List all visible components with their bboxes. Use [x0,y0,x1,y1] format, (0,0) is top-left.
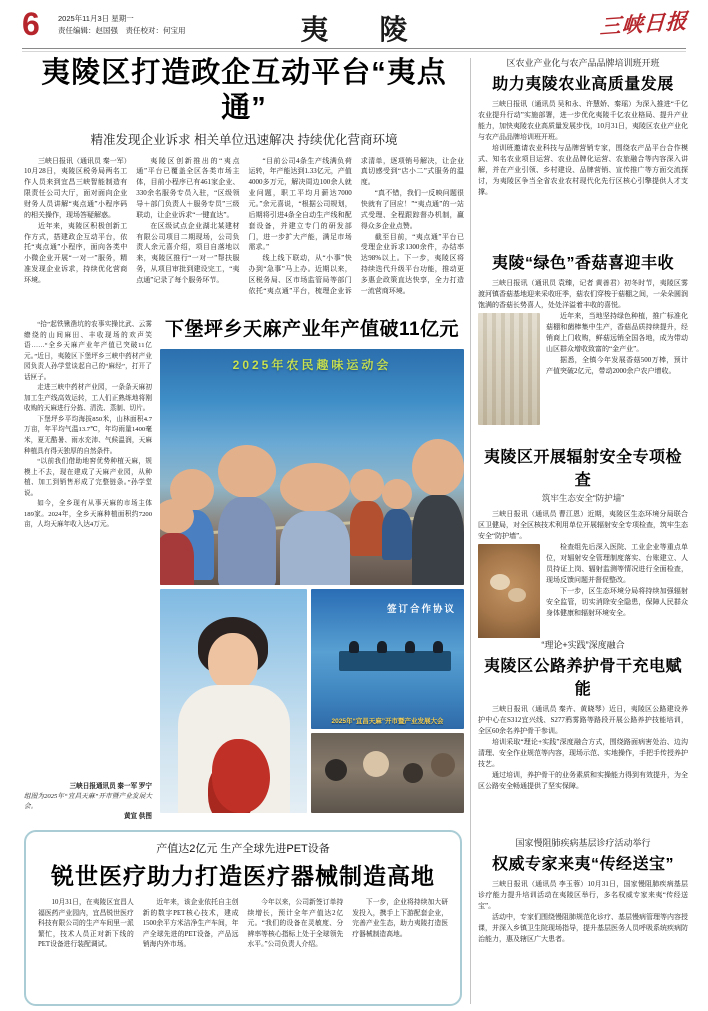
delegate-figure [377,641,387,653]
rail-body [478,509,688,619]
rail-headline: 权威专家来夷“传经送宝” [491,856,674,873]
lead-article [24,56,464,308]
date-line: 2025年11月3日 星期一 [58,14,134,23]
rail-paragraph: 通过培训，养护骨干的业务素质和实操能力得到有效提升，为全区公路安全畅通提供了坚实保障。 [478,771,688,791]
audience-head [403,763,423,783]
hands-mushrooms-photo [478,544,540,638]
audience-photo [311,733,464,813]
lead-paragraph: 在区级试点企业湖北某建材有限公司项目二期现场，公司负责人余元喜介绍，项目自落地以来，夷陵区推行“一对一”帮扶服务，从项目审批到建设完工，“夷点通”记录了每个服务环节。 [136,221,240,284]
lead-paragraph: “目前公司4条生产线满负荷运转，年产能达到1.33亿元，产值4000多万元，解决周边100余人就业问题，职工平均月薪达7000元。”余元喜说，“根据公司规划，后期将引进4条全自动生产线和配套设备，并建立专门的研发部门，进一步扩大产能，满足市场需求。” [248,156,352,252]
rail-headline: 助力夷陵农业高质量发展 [492,76,674,93]
person-figure [382,479,412,559]
feature-photo-stack [311,589,464,813]
page-number: 6 [22,6,40,42]
lead-paragraph: “真不错，我们一反映问题很快就有了回应！”“夷点通”的一站式受理、全程跟踪督办机制，赢得众多企业点赞。 [360,189,464,230]
rail-kicker: “理论+实践”深度融合 [541,640,625,650]
page-header [0,0,708,48]
mushroom-blob [508,588,526,602]
lead-subhead: 精准发现企业诉求 相关单位迅速解决 持续优化营商环境 [90,132,398,147]
rail-headline: 夷陵区开展辐射安全专项检查 [483,449,682,489]
rail-body [478,99,688,198]
bottom-paragraph: 10月31日，在夷陵区宜昌人福医药产业园内，宜昌锐世医疗科技有限公司的生产车间里一派繁忙，技术人员正对新下线的PET设备进行装配调试。 [38,899,134,949]
person-figure [350,469,384,555]
bottom-headline: 锐世医疗助力打造医疗器械制造高地 [51,863,435,889]
column-divider [470,58,471,1004]
signing-ceremony-photo [311,589,464,729]
feature-paragraph: 走进三峡中药材产业园，一条条天麻初加工生产线高效运转，工人们正熟练地将刚收购的天麻进行分拣、清洗、蒸制、切片。 [24,384,152,413]
rail-article-agriculture-training [478,56,688,248]
audience-head [363,751,389,777]
rail-body [478,278,688,377]
rail-paragraph: 检查组先后深入医院、工业企业等重点单位，对辐射安全管理制度落实、台账建立、人员持证上岗、辐射监测等情况进行全面检查，现场反馈问题并督促整改。 [546,543,688,585]
sports-banner-text: 2025年农民趣味运动会 [232,358,392,372]
rail-paragraph: 三峡日报讯（通讯员 袁臻，记者 黄善君）初冬时节，夷陵区雾渡河镇香菇基地迎来采收旺季，菇农们穿梭于菇棚之间，一朵朵圆润饱满的香菇长势喜人，处处洋溢着丰收的喜悦。 [478,279,688,310]
rail-paragraph: 培训班邀请农业科技与品牌营销专家，围绕农产品平台合作模式、知名农业项目运营、农业品牌化运营、农旅融合等内容深入讲解，并在产业引领、乡村建设、品牌营销、宣传推广等方面交流探讨，为夷陵区争当全省农业农村现代化先行区核心引擎提供人才支撑。 [478,144,688,197]
section-title: 夷 陵 [300,15,430,46]
rail-kicker: 国家慢阻肺疾病基层诊疗活动举行 [515,838,651,848]
delegate-figure [349,641,359,653]
feature-paragraph: “拾”起铁锹凿坑的农事实操比武、云雾缭绕的山间麻田、丰收现场的欢声笑语……“全乡天麻产业年产值已突破11亿元。”近日，夷陵区下堡坪乡三峡中药材产业园负责人孙学堂谈起自己的“麻经”，打开了话匣子。 [24,321,152,381]
rail-article-road-maintenance [478,638,688,836]
feature-photo-block [160,314,464,813]
rail-headline: 夷陵“绿色”香菇喜迎丰收 [491,255,674,272]
woman-with-gastrodia-photo [160,589,307,813]
feature-paragraph: 如今，全乡现有从事天麻的市场主体189家。2024年，全乡天麻种植面积约7200亩，人均天麻年收入达4万元。 [24,500,152,529]
feature-headline: 下堡坪乡天麻产业年产值破11亿元 [164,319,460,340]
feature-byline: 三峡日报通讯员 秦一军 罗宁 [69,783,152,790]
person-figure [218,445,276,585]
tug-of-war-photo [160,349,464,585]
masthead-logo: 三峡日报 [599,8,689,40]
person-figure [412,439,464,585]
rail-article-mushroom-harvest [478,248,688,442]
feature-photo-credit: 黄宣 供图 [123,813,152,820]
stage-table [339,651,451,671]
feature-text-column [24,320,152,820]
delegate-figure [433,641,443,653]
rail-kicker: 筑牢生态安全“防护墙” [541,493,625,503]
rail-article-radiation-inspection [478,442,688,638]
header-rule [22,48,686,49]
stage-banner-text: 签订合作协议 [386,604,456,615]
bottom-article [24,830,462,1006]
lead-paragraph: 三峡日报讯（通讯员 秦一军）10月28日，夷陵区税务局两名工作人员来到宜昌三峡智能制造有限责任公司大厅，面对面向企业财务人员讲解“夷点通”小程序码的相关操作，现场答疑解惑。 [24,156,128,219]
bottom-paragraph: 今年以来，公司新签订单持续增长，预计全年产值达2亿元。“我们的设备在灵敏度、分辨率等核心指标上处于全球领先水平。”公司负责人介绍。 [247,899,344,949]
lead-paragraph: 截至目前，“夷点通”平台已受理企业诉求1300余件，办结率达98%以上。下一步，夷陵区将持续迭代升级平台功能，推动更多惠企政策直达快享，全力打造一流营商环境。 [360,232,464,295]
rail-body [478,704,688,792]
lead-body [24,156,464,308]
feature-caption: 组图为2025年“宜昌天麻”开市暨产业发展大会。 [24,793,152,810]
person-figure [280,463,350,585]
audience-head [431,753,455,777]
rail-headline: 夷陵区公路养护骨干充电赋能 [483,658,682,698]
feature-article [24,314,464,822]
lead-paragraph: 夷陵区创新推出的“夷点通”平台已覆盖全区各类市场主体，目前小程序已有461家企业、330余名服务专员入驻，“区级领导＋部门负责人＋服务专员”三级联动，让企业诉求“一键直达”。 [136,156,240,219]
audience-head [325,759,347,781]
bottom-body [38,898,448,994]
rail-paragraph: 三峡日报讯（通讯员 秦卉、黄晓琴）近日，夷陵区公路建设养护中心在S312宜兴线、S277鸦雾路等路段开展公路养护技能培训，全区60余名养护骨干参训。 [478,705,688,736]
rail-paragraph: 活动中，专家们围绕慢阻肺规范化诊疗、基层慢病管理等内容授课，并深入乡镇卫生院现场指导，提升基层医务人员呼吸系统疾病防治能力，惠及辖区广大患者。 [478,913,688,944]
delegate-figure [405,641,415,653]
face-shape [208,633,258,691]
lead-paragraph: 线上线下联动，从“小事”快办到“急事”马上办。近期以来，区税务局、区市场监管局等部门依托“夷点通”平台，梳理企业诉求清单，逐项销号解决，让企业真切感受到“店小二”式服务的温度。 [248,156,464,295]
feature-body [24,320,152,777]
bottom-paragraph: 下一步，企业将持续加大研发投入，携手上下游配套企业，完善产业生态，助力夷陵打造医疗器械制造高地。 [352,899,448,938]
mushroom-blob [490,574,510,590]
feature-paragraph: “以前我们借助地窖优势种植天麻，规模上不去，现在建成了天麻产业园，从种植、加工到销售形成了完整链条。”孙学堂说。 [24,458,152,497]
event-banner-text: 2025年“宜昌天麻”开市暨产业发展大会 [331,718,444,725]
rail-paragraph: 近年来，当地坚持绿色种植，推广标准化菇棚和菌棒集中生产，香菇品质持续提升，经销商上门收购，鲜菇远销全国各地，成为带动山区群众增收致富的“金产业”。 [546,312,688,354]
mushroom-sticks-photo [478,313,540,425]
rail-body [478,879,688,945]
bottom-kicker: 产值达2亿元 生产全球先进PET设备 [156,843,330,855]
editors-line: 责任编辑：赵国强 责任校对：何宝用 [58,26,186,35]
rail-paragraph: 据悉，全镇今年发展香菇500万棒，预计产值突破2亿元，带动2000余户农户增收。 [546,356,688,376]
rail-kicker: 区农业产业化与农产品品牌培训班开班 [506,58,660,68]
rail-paragraph: 三峡日报讯（通讯员 吴和永、许慧娇、秦瑶）为深入推进“千亿农业提升行动”实施部署，进一步优化夷陵千亿农业格局、提升产业能力，加快夷陵农业高质量发展步伐，10月31日，夷陵区农业产业化与农产品品牌培训班开班。 [478,100,688,142]
rail-article-copd-training [478,836,688,1000]
lead-paragraph: 近年来，夷陵区积极创新工作方式，搭建政企互动平台，依托“夷点通”小程序，面向各类中小微企业开展“一对一”服务，精准发现企业诉求，持续优化营商环境。 [24,221,128,284]
right-rail [478,56,688,1000]
rail-paragraph: 三峡日报讯（通讯员 李玉蓉）10月31日，国家慢阻肺疾病基层诊疗能力提升培训活动在夷陵区举行，多名权威专家来夷“传经送宝”。 [478,880,688,911]
bottom-paragraph: 近年来，该企业依托自主创新的数字PET核心技术，建成1500余平方米洁净生产车间，年产全球先进的PET设备，产品远销海内外市场。 [142,899,239,949]
red-bouquet-shape [212,739,270,813]
feature-photo-row [160,589,464,813]
rail-paragraph: 培训采取“理论+实践”深度融合方式，围绕路面病害处治、边沟清理、安全作业规范等内容，现场示范、实地操作，手把手传授养护技艺。 [478,738,688,769]
rail-paragraph: 下一步，区生态环境分局将持续加强辐射安全监管，切实消除安全隐患，保障人民群众身体健康和辐射环境安全。 [546,587,688,618]
lead-headline: 夷陵区打造政企互动平台“夷点通” [41,57,447,124]
rail-paragraph: 三峡日报讯（通讯员 曹江恩）近期，夷陵区生态环境分局联合区卫健局，对全区核技术利用单位开展辐射安全专项检查，筑牢生态安全“防护墙”。 [478,510,688,541]
feature-paragraph: 下堡坪乡平均海拔850米，山林面积4.7万亩，年平均气温13.7℃，年均雨量1400毫米，夏无酷暑、雨水充沛、气候温润，天麻种植具有得天独厚的自然条件。 [24,415,152,455]
header-rule-light [22,51,686,52]
person-figure [160,499,194,585]
